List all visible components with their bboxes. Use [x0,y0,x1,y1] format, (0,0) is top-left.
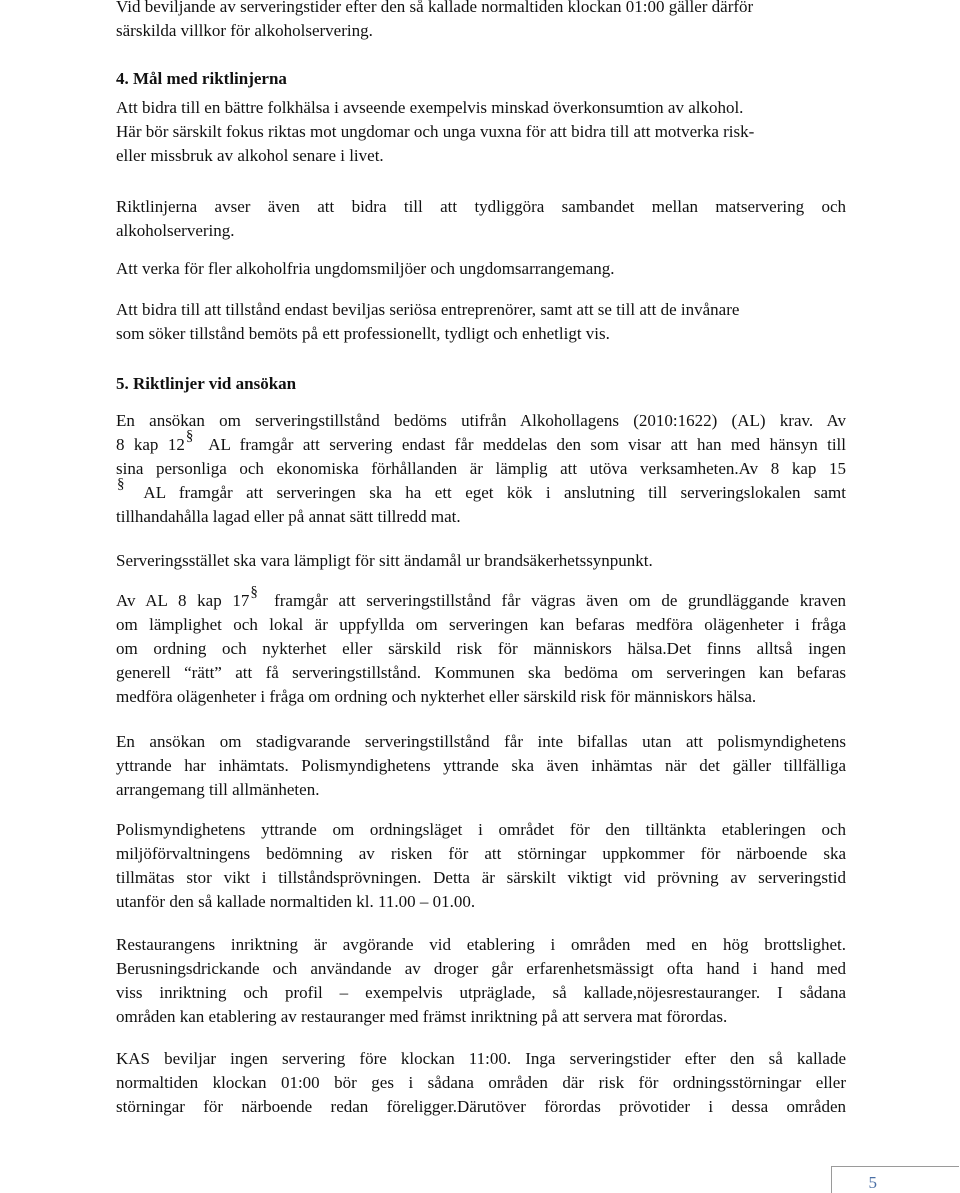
text-line: viss inriktning och profil – exempelvis utpräglade, så kallade,nöjesrestauranger. I sådana [116,983,846,1002]
section-symbol [116,481,130,505]
section-symbol [185,433,199,457]
text-line: eller missbruk av alkohol senare i livet. [116,146,384,165]
text-line: störningar för närboende redan föreligger.Därutöver förordas prövotider i dessa områden [116,1097,846,1116]
text-line: tillhandahålla lagad eller på annat sätt tillredd mat. [116,507,461,526]
section-symbol [249,589,263,613]
text-line: alkoholservering. [116,221,235,240]
text-line [116,433,846,457]
text-line: yttrande har inhämtats. Polismyndighetens yttrande ska även inhämtas när det gäller tillfälliga [116,756,846,775]
text-line: Att bidra till att tillstånd endast beviljas seriösa entreprenörer, samt att se till att de invånare [116,300,740,319]
text-fragment: AL framgår att serveringen ska ha ett eget kök i anslutning till serveringslokalen samt [143,483,846,502]
text-line: särskilda villkor för alkoholservering. [116,21,373,40]
text-line: Riktlinjerna avser även att bidra till att tydliggöra sambandet mellan matservering och [116,197,846,216]
text-line: om lämplighet och lokal är uppfyllda om serveringen kan befaras medföra olägenheter i fråga [116,615,846,634]
text-line: Serveringsstället ska vara lämpligt för sitt ändamål ur brandsäkerhetssynpunkt. [116,551,653,570]
section-4-paragraph-1 [116,96,846,168]
section-5-paragraph-2 [116,549,846,573]
section-5-paragraph-5 [116,818,846,914]
section-4-paragraph-3 [116,257,846,281]
text-fragment: framgår att serveringstillstånd får vägras även om de grundläggande kraven [274,591,847,610]
text-line: En ansökan om stadigvarande serveringstillstånd får inte bifallas utan att polismyndighetens [116,732,846,751]
text-line: miljöförvaltningens bedömning av risken för att störningar uppkommer för närboende ska [116,844,846,863]
text-line: sina personliga och ekonomiska förhållanden är lämplig att utöva verksamheten.Av 8 kap 15 [116,459,846,478]
text-line: KAS beviljar ingen servering före klockan 11:00. Inga serveringstider efter den så kallade [116,1049,846,1068]
text-line [116,481,846,505]
text-line: Att verka för fler alkoholfria ungdomsmiljöer och ungdomsarrangemang. [116,259,615,278]
section-4-paragraph-4 [116,298,846,346]
section-5-paragraph-7 [116,1047,846,1119]
page-number-box [831,1166,959,1193]
section-4-paragraph-2 [116,195,846,243]
text-line: generell “rätt” att få serveringstillstånd. Kommunen ska bedöma om serveringen kan befaras [116,663,846,682]
text-line: om ordning och nykterhet eller särskild risk för människors hälsa.Det finns alltså ingen [116,639,846,658]
text-line: medföra olägenheter i fråga om ordning och nykterhet eller särskild risk för människors hälsa. [116,687,757,706]
text-fragment: Av AL 8 kap 17 [116,591,250,610]
text-line: En ansökan om serveringstillstånd bedöms utifrån Alkohollagens (2010:1622) (AL) krav. Av [116,411,846,430]
page-number: 5 [868,1173,877,1192]
section-4-heading: 4. Mål med riktlinjerna [116,69,287,88]
section-5-paragraph-1 [116,409,846,529]
text-line: Att bidra till en bättre folkhälsa i avseende exempelvis minskad överkonsumtion av alkohol. [116,98,744,117]
text-line: områden kan etablering av restauranger med främst inriktning på att servera mat förordas. [116,1007,728,1026]
text-line: som söker tillstånd bemöts på ett professionellt, tydligt och enhetligt vis. [116,324,610,343]
text-fragment: AL framgår att servering endast får meddelas den som visar att han med hänsyn till [208,435,847,454]
text-line: Vid beviljande av serveringstider efter den så kallade normaltiden klockan 01:00 gäller därför [116,0,754,16]
text-line: Restaurangens inriktning är avgörande vid etablering i områden med en hög brottslighet. [116,935,846,954]
section-5-paragraph-6 [116,933,846,1029]
text-line: Här bör särskilt fokus riktas mot ungdomar och unga vuxna för att bidra till att motverka risk- [116,122,755,141]
text-line: normaltiden klockan 01:00 bör ges i sådana områden där risk för ordningsstörningar eller [116,1073,846,1092]
text-line: Berusningsdrickande och användande av droger går erfarenhetsmässigt ofta hand i hand med [116,959,846,978]
intro-paragraph [116,0,846,43]
text-line: tillmätas stor vikt i tillståndsprövningen. Detta är särskilt viktigt vid prövning av serveringstid [116,868,846,887]
text-line: arrangemang till allmänheten. [116,780,320,799]
text-line [116,589,846,613]
text-line: Polismyndighetens yttrande om ordningsläget i området för den tilltänkta etableringen och [116,820,846,839]
section-5-paragraph-3 [116,589,846,709]
section-5-heading: 5. Riktlinjer vid ansökan [116,374,297,393]
text-fragment: 8 kap 12 [116,435,185,454]
text-line: utanför den så kallade normaltiden kl. 11.00 – 01.00. [116,892,476,911]
section-5-paragraph-4 [116,730,846,802]
